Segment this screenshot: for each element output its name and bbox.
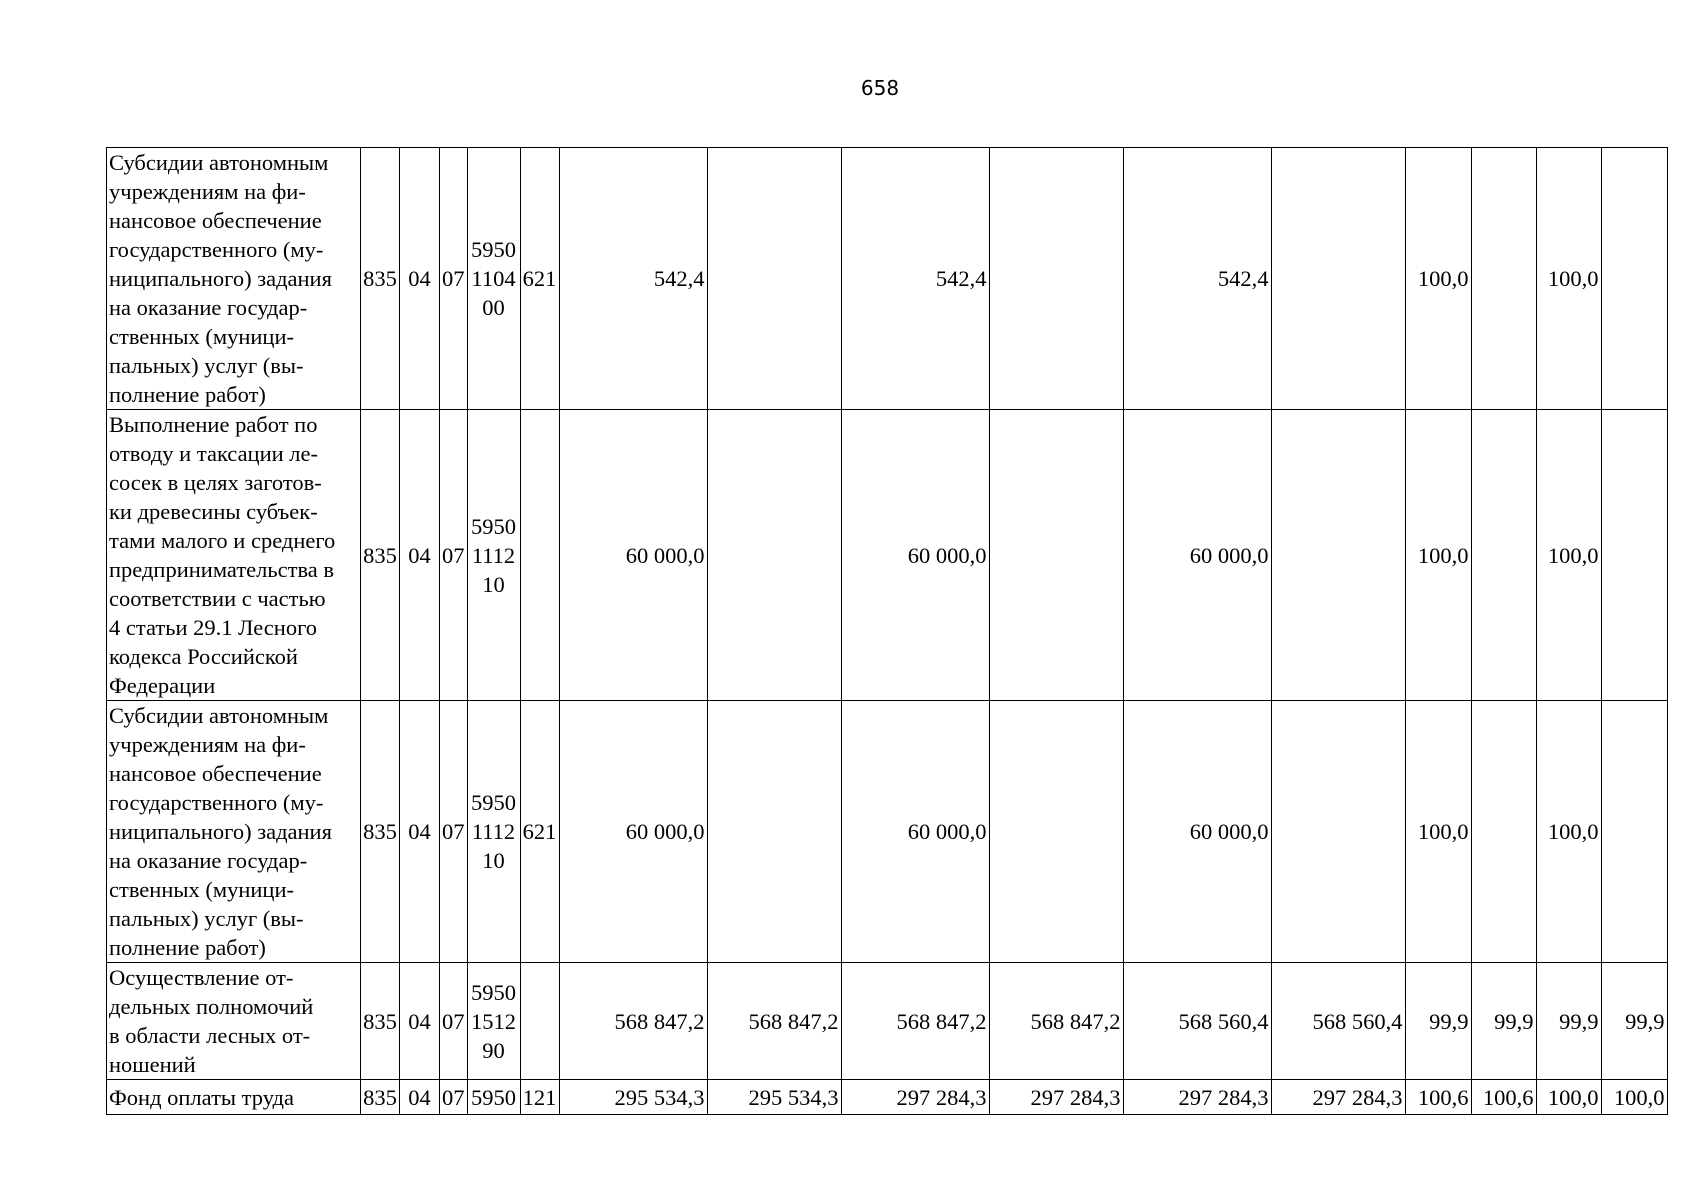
percent-cell: 100,0	[1536, 701, 1601, 963]
target-article-code-part: 1112	[471, 542, 516, 568]
percent-cell	[1601, 410, 1667, 701]
amount-cell	[989, 410, 1123, 701]
percent-cell: 100,6	[1471, 1080, 1536, 1115]
row-name-line: Фонд оплаты труда	[109, 1084, 294, 1110]
section-code: 04	[400, 148, 440, 410]
row-name	[107, 410, 361, 701]
amount-cell: 60 000,0	[559, 410, 707, 701]
row-name-line: полнение работ)	[109, 382, 266, 407]
amount-cell: 295 534,3	[707, 1080, 841, 1115]
section-code: 04	[400, 701, 440, 963]
subsection-code: 07	[440, 963, 468, 1080]
row-name-line: государственного (му-	[109, 237, 324, 262]
ved-code: 835	[361, 701, 400, 963]
percent-cell: 99,9	[1471, 963, 1536, 1080]
percent-cell: 100,0	[1405, 701, 1471, 963]
row-name	[107, 148, 361, 410]
target-article-code-part: 5950	[471, 513, 516, 539]
table-row	[107, 963, 1668, 1080]
amount-cell: 297 284,3	[1271, 1080, 1405, 1115]
row-name	[107, 963, 361, 1080]
percent-cell	[1601, 701, 1667, 963]
row-name-line: 4 статьи 29.1 Лесного	[109, 615, 317, 640]
row-name-line: Федерации	[109, 673, 216, 698]
subsection-code: 07	[440, 410, 468, 701]
target-article-code-part: 5950	[471, 237, 516, 262]
row-name-line: ношений	[109, 1052, 196, 1077]
row-name-line: в области лесных от-	[109, 1023, 311, 1048]
target-article-code-part: 00	[482, 295, 505, 320]
row-name-line: ственных (муници-	[109, 324, 295, 349]
row-name-line: полнение работ)	[109, 935, 266, 960]
row-name-line: нансовое обеспечение	[109, 208, 322, 233]
amount-cell	[1271, 148, 1405, 410]
percent-cell	[1471, 701, 1536, 963]
ved-code: 835	[361, 410, 400, 701]
row-name-line: кодекса Российской	[109, 644, 298, 669]
amount-cell	[707, 701, 841, 963]
percent-cell	[1471, 410, 1536, 701]
amount-cell: 60 000,0	[559, 701, 707, 963]
row-name	[107, 1080, 361, 1115]
amount-cell	[1271, 701, 1405, 963]
percent-cell: 100,0	[1601, 1080, 1667, 1115]
row-name-line: пальных) услуг (вы-	[109, 906, 304, 931]
table-row	[107, 701, 1668, 963]
amount-cell	[1271, 410, 1405, 701]
target-article-code	[467, 701, 520, 963]
percent-cell: 100,0	[1536, 410, 1601, 701]
amount-cell	[989, 701, 1123, 963]
percent-cell	[1471, 148, 1536, 410]
target-article-code-part: 1512	[471, 1008, 516, 1034]
ved-code: 835	[361, 963, 400, 1080]
ved-code: 835	[361, 148, 400, 410]
row-name-line: сосек в целях заготов-	[109, 470, 322, 495]
amount-cell: 542,4	[559, 148, 707, 410]
target-article-code	[467, 963, 520, 1080]
expense-type-code: 121	[520, 1080, 559, 1115]
amount-cell: 568 560,4	[1123, 963, 1271, 1080]
amount-cell: 542,4	[1123, 148, 1271, 410]
amount-cell: 297 284,3	[1123, 1080, 1271, 1115]
target-article-code-part: 5950	[471, 790, 516, 815]
amount-cell	[989, 148, 1123, 410]
target-article-code	[467, 148, 520, 410]
subsection-code: 07	[440, 148, 468, 410]
percent-cell: 100,6	[1405, 1080, 1471, 1115]
expense-type-code: 621	[520, 148, 559, 410]
percent-cell: 99,9	[1536, 963, 1601, 1080]
table-row	[107, 148, 1668, 410]
row-name	[107, 701, 361, 963]
percent-cell: 100,0	[1536, 1080, 1601, 1115]
row-name-line: ки древесины субъек-	[109, 499, 318, 524]
section-code: 04	[400, 1080, 440, 1115]
expense-type-code	[520, 963, 559, 1080]
row-name-line: учреждениям на фи-	[109, 732, 306, 757]
amount-cell: 568 847,2	[559, 963, 707, 1080]
amount-cell: 542,4	[841, 148, 989, 410]
percent-cell	[1601, 148, 1667, 410]
section-code: 04	[400, 963, 440, 1080]
percent-cell: 100,0	[1405, 148, 1471, 410]
row-name-line: пальных) услуг (вы-	[109, 353, 304, 378]
target-article-code-part: 1112	[471, 819, 516, 844]
section-code: 04	[400, 410, 440, 701]
table-row	[107, 410, 1668, 701]
amount-cell	[707, 148, 841, 410]
row-name-line: Выполнение работ по	[109, 412, 318, 437]
subsection-code: 07	[440, 701, 468, 963]
row-name-line: дельных полномочий	[109, 994, 314, 1019]
target-article-code-part: 5950	[471, 979, 516, 1005]
row-name-line: тами малого и среднего	[109, 528, 336, 553]
amount-cell: 60 000,0	[1123, 701, 1271, 963]
row-name-line: Субсидии автономным	[109, 703, 329, 728]
row-name-line: предпринимательства в	[109, 557, 335, 582]
amount-cell: 297 284,3	[989, 1080, 1123, 1115]
amount-cell: 568 847,2	[989, 963, 1123, 1080]
row-name-line: ственных (муници-	[109, 877, 295, 902]
target-article-code-part: 10	[482, 571, 505, 597]
target-article-code	[467, 410, 520, 701]
amount-cell: 60 000,0	[841, 701, 989, 963]
amount-cell: 568 560,4	[1271, 963, 1405, 1080]
expense-type-code	[520, 410, 559, 701]
target-article-code	[467, 1080, 520, 1115]
target-article-code-part: 10	[482, 848, 505, 873]
amount-cell: 295 534,3	[559, 1080, 707, 1115]
amount-cell: 568 847,2	[841, 963, 989, 1080]
row-name-line: государственного (му-	[109, 790, 324, 815]
row-name-line: отводу и таксации ле-	[109, 441, 319, 466]
percent-cell: 99,9	[1405, 963, 1471, 1080]
percent-cell: 100,0	[1536, 148, 1601, 410]
table-row	[107, 1080, 1668, 1115]
percent-cell: 100,0	[1405, 410, 1471, 701]
amount-cell: 297 284,3	[841, 1080, 989, 1115]
row-name-line: Осуществление от-	[109, 965, 294, 990]
row-name-line: Субсидии автономным	[109, 150, 329, 175]
ved-code: 835	[361, 1080, 400, 1115]
amount-cell: 60 000,0	[841, 410, 989, 701]
row-name-line: учреждениям на фи-	[109, 179, 306, 204]
amount-cell	[707, 410, 841, 701]
row-name-line: на оказание государ-	[109, 848, 308, 873]
target-article-code-part: 5950	[471, 1084, 516, 1110]
row-name-line: ниципального) задания	[109, 266, 332, 291]
subsection-code: 07	[440, 1080, 468, 1115]
budget-table	[106, 147, 1668, 1115]
percent-cell: 99,9	[1601, 963, 1667, 1080]
row-name-line: на оказание государ-	[109, 295, 308, 320]
target-article-code-part: 90	[482, 1037, 505, 1063]
expense-type-code: 621	[520, 701, 559, 963]
row-name-line: соответствии с частью	[109, 586, 326, 611]
target-article-code-part: 1104	[471, 266, 516, 291]
amount-cell: 60 000,0	[1123, 410, 1271, 701]
page-number: 658	[860, 76, 900, 100]
amount-cell: 568 847,2	[707, 963, 841, 1080]
row-name-line: ниципального) задания	[109, 819, 332, 844]
row-name-line: нансовое обеспечение	[109, 761, 322, 786]
